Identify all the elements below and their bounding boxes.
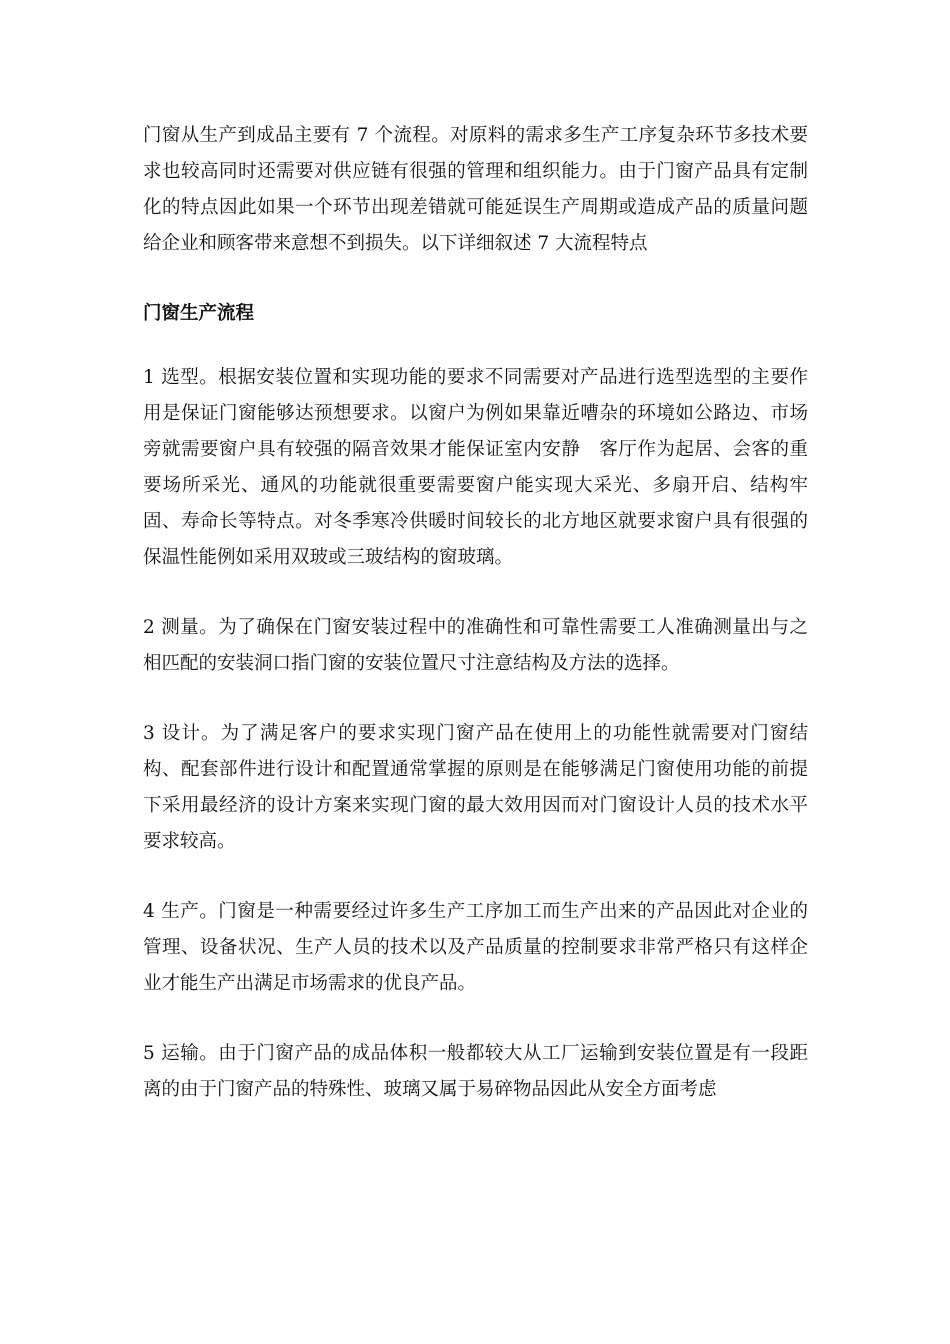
document-body [143, 118, 808, 1108]
step-paragraph-5: 5 运输。由于门窗产品的成品体积一般都较大从工厂运输到安装位置是有一段距离的由于门窗产品的特殊性、玻璃又属于易碎物品因此从安全方面考虑 [143, 1043, 808, 1100]
step-paragraph-2: 2 测量。为了确保在门窗安装过程中的准确性和可靠性需要工人准确测量出与之相匹配的安装洞口指门窗的安装位置尺寸注意结构及方法的选择。 [143, 617, 808, 674]
step-paragraph-1: 1 选型。根据安装位置和实现功能的要求不同需要对产品进行选型选型的主要作用是保证门窗能够达预想要求。以窗户为例如果靠近嘈杂的环境如公路边、市场旁就需要窗户具有较强的隔音效果才能保证室内安静 客厅作为起居、会客的重要场所采光、通风的功能就很重要需要窗户能实现大采光、多扇开启、结构牢固、寿命长等特点。对冬季寒冷供暖时间较长的北方地区就要求窗户具有很强的保温性能例如采用双玻或三玻结构的窗玻璃。 [143, 367, 808, 568]
section-heading: 门窗生产流程 [143, 303, 255, 324]
step-paragraph-4: 4 生产。门窗是一种需要经过许多生产工序加工而生产出来的产品因此对企业的管理、设备状况、生产人员的技术以及产品质量的控制要求非常严格只有这样企业才能生产出满足市场需求的优良产品。 [143, 901, 808, 994]
step-paragraph-3: 3 设计。为了满足客户的要求实现门窗产品在使用上的功能性就需要对门窗结构、配套部件进行设计和配置通常掌握的原则是在能够满足门窗使用功能的前提下采用最经济的设计方案来实现门窗的最大效用因而对门窗设计人员的技术水平要求较高。 [143, 723, 808, 852]
intro-paragraph: 门窗从生产到成品主要有 7 个流程。对原料的需求多生产工序复杂环节多技术要求也较高同时还需要对供应链有很强的管理和组织能力。由于门窗产品具有定制化的特点因此如果一个环节出现差错就可能延误生产周期或造成产品的质量问题给企业和顾客带来意想不到损失。以下详细叙述 7 大流程特点 [143, 125, 808, 254]
